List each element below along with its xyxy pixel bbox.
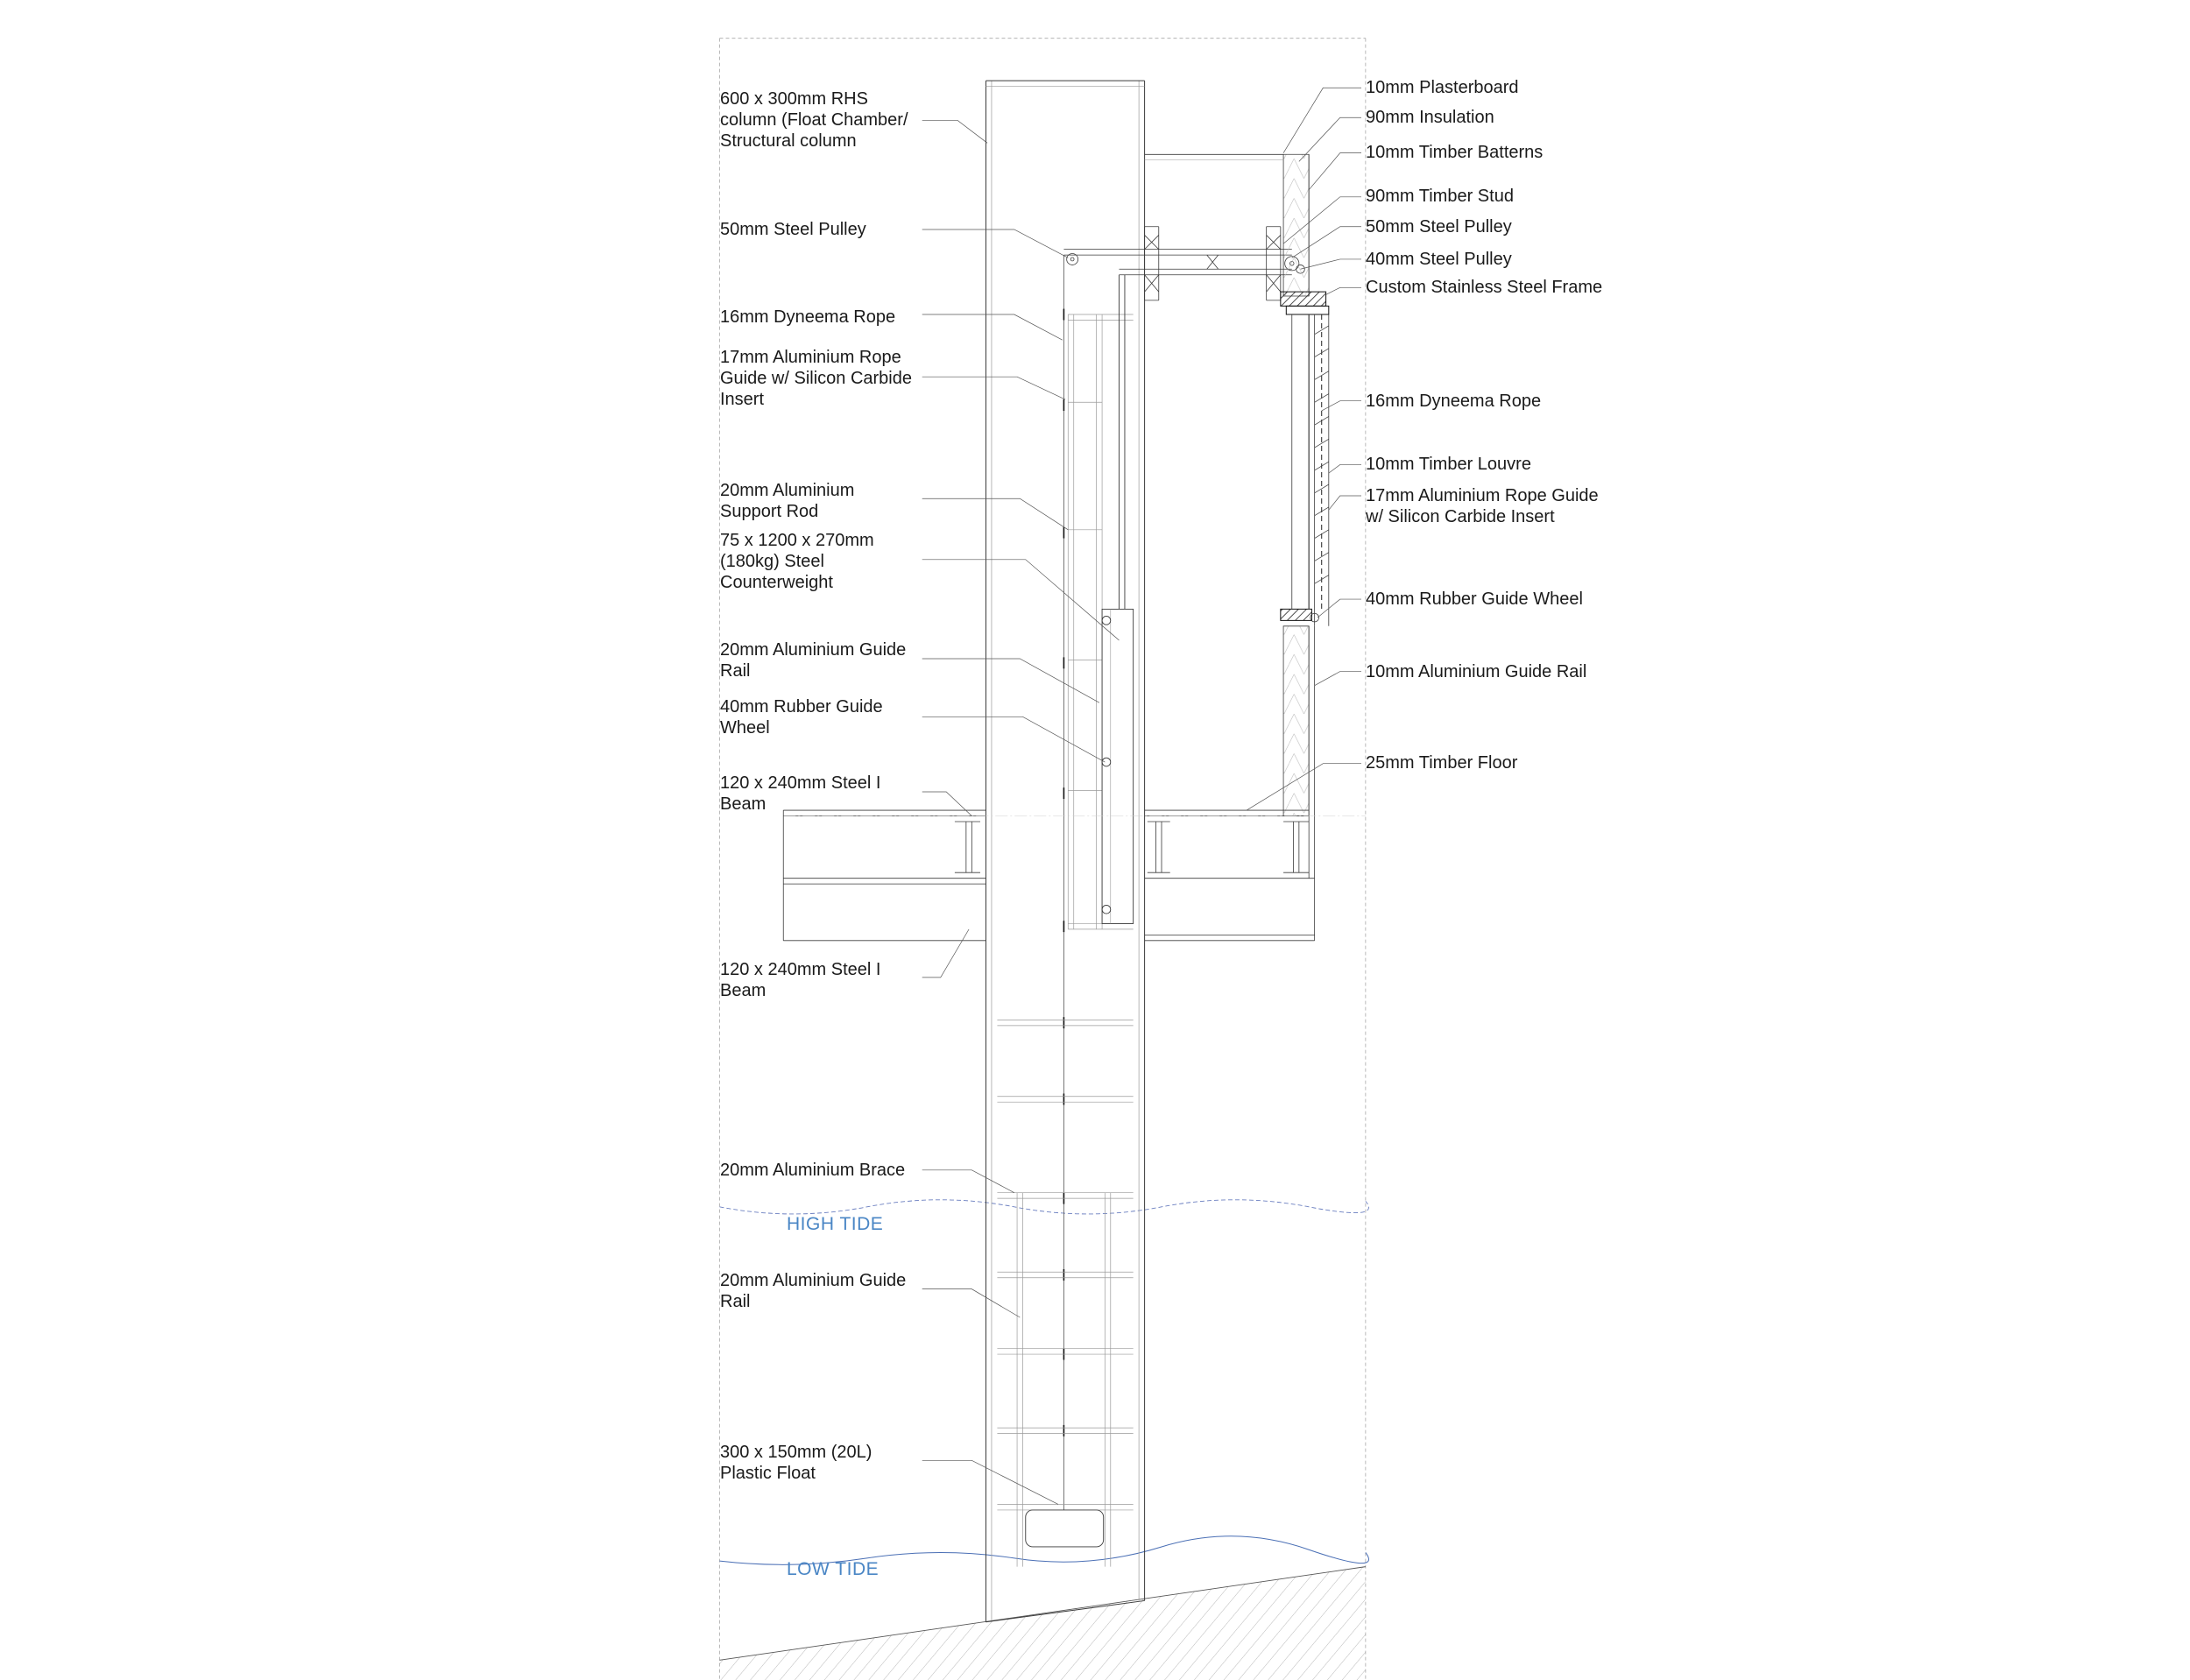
label-plastic-float: 300 x 150mm (20L) Plastic Float	[720, 1443, 872, 1483]
label-stainless-frame: Custom Stainless Steel Frame	[1366, 278, 1603, 297]
counterweight-assembly	[1102, 275, 1134, 924]
label-dyneema-rope-left: 16mm Dyneema Rope	[720, 307, 896, 327]
label-support-rod: 20mm Aluminium Support Rod	[720, 481, 855, 521]
label-rope-guide-left: 17mm Aluminium Rope Guide w/ Silicon Carbide Insert	[720, 348, 912, 409]
aluminium-brace-grid	[997, 1020, 1133, 1566]
label-i-beam-upper: 120 x 240mm Steel I Beam	[720, 773, 881, 814]
high-tide-label: HIGH TIDE	[787, 1214, 884, 1234]
label-plasterboard: 10mm Plasterboard	[1366, 78, 1519, 97]
floor-and-beams	[783, 810, 1366, 941]
label-timber-floor: 25mm Timber Floor	[1366, 753, 1518, 773]
label-guide-rail-upper: 20mm Aluminium Guide Rail	[720, 640, 907, 681]
label-aluminium-guide-rail: 10mm Aluminium Guide Rail	[1366, 662, 1587, 681]
label-rhs-column: 600 x 300mm RHS column (Float Chamber/ Structural column	[720, 89, 908, 151]
low-tide-label: LOW TIDE	[787, 1559, 880, 1579]
pulley-truss	[1063, 227, 1304, 300]
ground-section	[719, 1567, 1365, 1680]
label-guide-rail-lower: 20mm Aluminium Guide Rail	[720, 1271, 907, 1311]
label-rope-guide-right: 17mm Aluminium Rope Guide w/ Silicon Carbide Insert	[1366, 486, 1599, 526]
label-timber-stud: 90mm Timber Stud	[1366, 187, 1514, 206]
label-i-beam-lower: 120 x 240mm Steel I Beam	[720, 960, 881, 1000]
plastic-float	[1026, 1510, 1104, 1547]
label-timber-louvre: 10mm Timber Louvre	[1366, 455, 1531, 474]
label-steel-pulley-50-right: 50mm Steel Pulley	[1366, 217, 1512, 236]
label-counterweight: 75 x 1200 x 270mm (180kg) Steel Counterweight	[720, 531, 874, 592]
label-rubber-wheel-left: 40mm Rubber Guide Wheel	[720, 697, 883, 738]
high-tide-line	[719, 1200, 1368, 1214]
counterweight-guide-frame	[1068, 314, 1133, 929]
wall-section	[1145, 154, 1310, 815]
label-steel-pulley-50-left: 50mm Steel Pulley	[720, 220, 866, 239]
rhs-column	[986, 81, 1144, 1622]
label-dyneema-rope-right: 16mm Dyneema Rope	[1366, 392, 1542, 411]
label-insulation: 90mm Insulation	[1366, 108, 1494, 127]
label-aluminium-brace: 20mm Aluminium Brace	[720, 1161, 906, 1180]
label-rubber-wheel-right: 40mm Rubber Guide Wheel	[1366, 589, 1583, 609]
label-steel-pulley-40: 40mm Steel Pulley	[1366, 250, 1512, 269]
label-timber-batterns: 10mm Timber Batterns	[1366, 143, 1544, 162]
